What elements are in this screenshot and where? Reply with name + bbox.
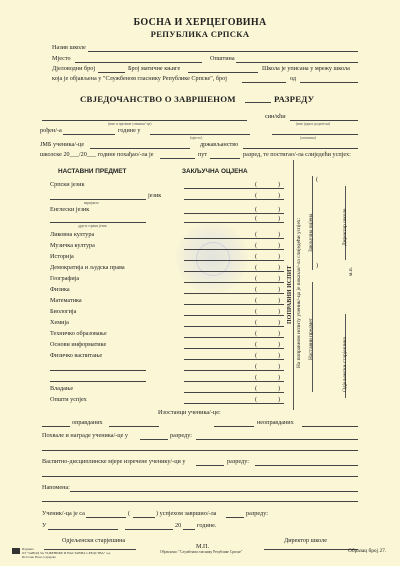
subject-technical: Техничко образовање [50,330,107,337]
reexam-subject-label: Наставни предмет [308,318,314,360]
city-line[interactable] [48,529,118,530]
discipline-line-2[interactable] [42,476,358,477]
justified-label: оправданих [72,419,103,426]
subject-overall: Општи успјех [50,396,87,403]
reexam-heading: ПОПРАВНИ ИСПИТ [287,265,293,324]
grade-line[interactable] [184,293,284,294]
grade-line[interactable] [184,222,284,223]
final-grade-label: Закључна оцјена [308,213,314,252]
subject-serbian: Српски језик [50,181,85,188]
place-line[interactable] [75,62,202,63]
subject-math: Математика [50,297,82,304]
municipality-line[interactable] [236,62,358,63]
subject-biology: Биологија [50,308,77,315]
praise-line[interactable] [196,439,358,440]
completed-grade-line[interactable] [226,517,244,518]
school-year-label: школске 20___/20___ године похађао/-ла је [40,151,154,158]
grade-line[interactable] [184,304,284,305]
unjustified-extra-line[interactable] [302,426,358,427]
jmb-line[interactable] [90,148,190,149]
grade-line[interactable] [184,359,284,360]
seal-label: М.П. [196,543,210,550]
year-line[interactable] [183,529,195,530]
final-grade-paren-close: ) [316,262,319,269]
language-name-line[interactable] [50,199,146,200]
grade-line[interactable] [184,213,284,214]
grade-number-line[interactable] [245,102,271,103]
discipline-grade-line[interactable] [196,465,224,466]
homeroom-label: Одјељенски старјешина [342,336,348,392]
delovodni-label: Дјеловодни број [52,65,96,72]
parent-caption: (име једног родитеља) [296,122,331,126]
completion-label: Ученик/-ца је са [42,510,85,517]
subjects-column-header: НАСТАВНИ ПРЕДМЕТ [58,168,127,175]
gazette-reference: Објављено: "Службеном гласнику Републике Српске" [160,550,243,554]
grade-line[interactable] [184,238,284,239]
homeroom-signature-label: Одјељенски старјешина [62,537,126,544]
variant-caption: варијанта [84,201,99,205]
certificate-sheet: БОСНА И ХЕРЦЕГОВИНА РЕПУБЛИКА СРПСКА Назив школе Мјесто Општина Дјеловодни број Број матичне књиге Школа је уписана у мрежу школа која је објављена у "Службеном гласнику Републике Српске", број од СВЈЕДОЧАНСТВО О ЗАВРШЕНОМ РАЗРЕДУ син/кћи (име и презиме ученика/-це) (име једног родитеља) рођен/-а године у (мјесто) (општина) ЈМБ ученика/-це држављанство школске 20___/20___ године похађао/-ла је пут разред, те постигао/-ла слиједећи успјех: НАСТАВНИ ПРЕДМЕТ ЗАКЉУЧНА ОЦЈЕНА Српски језик језик варијанта Енглески језик други страни језик Ликовна култура Музичка култура Историја Демократија и људска права Географија Физика Математика Биологија Хемија Техничко образовање Основи информатике Физичко васпитање Владање Општи успјех ( ) ( ) ( ) ( ) ( ) ( ) ( ) ( ) ( ) ( ) ( ) ( ) ( ) ( ) ( ) ( ) ( ) ( ) ( ) ( ) ПОПРАВНИ ИСПИТ На поправном испиту ученик/-ца је показао/-ла слиједећи успјех: Закључна оцјена ( ) Наставни предмет Директор школе м.п. Одјељенски старјешина Изостанци ученика/-це: оправданих неоправданих Похвале и награде ученика/-це у разреду: Васпитно-дисциплинске мјере изречене ученику/-ци у разреду: Напомена: Ученик/-ца је са ( ) успјехом завршио/-ла разреду: У 20 године. Одјељенски старјешина М.П. Директор школе Издавач ЈП "ЗАВОД ЗА УЏБЕНИКЕ И НАСТАВНА СРЕДСТВА" а.д. Источно Ново Сарајево Објављено: "Службеном гласнику Републике Српске" Образац број 27. [0,0,400,566]
matricna-line[interactable] [188,72,258,73]
publisher-info [22,547,111,559]
foreign-language-line[interactable] [50,222,146,223]
subject-geography: Географија [50,275,80,282]
discipline-line[interactable] [255,465,358,466]
unjustified-label: неоправданих [257,419,294,426]
praise-grade-line[interactable] [140,439,168,440]
grade-line[interactable] [184,392,284,393]
side-divider [293,160,294,410]
published-label: која је објављена у "Службеном гласнику Републике Српске", број [52,75,227,82]
birth-municipality-line[interactable] [272,134,358,135]
grade-line[interactable] [184,403,284,404]
praise-line-2[interactable] [42,450,358,451]
year-prefix: 20 [175,522,182,529]
completion-end: разреду: [246,510,268,517]
completion-paren-open: ( [128,510,131,517]
publisher-label: Издавач [22,547,34,551]
header-country: БОСНА И ХЕРЦЕГОВИНА [133,17,267,28]
grade-line[interactable] [184,282,284,283]
registry-label: Школа је уписана у мрежу школа [262,65,350,72]
subject-physics: Физика [50,286,70,293]
publisher-logo-icon [12,548,20,554]
grade-line[interactable] [184,337,284,338]
absences-title: Изостанци ученика/-це: [158,409,221,416]
success-line[interactable] [86,517,126,518]
extra-subject-line[interactable] [50,370,146,371]
grades-column-header: ЗАКЉУЧНА ОЦЈЕНА [182,168,248,175]
school-name-line[interactable] [88,51,358,52]
date-line[interactable] [125,529,173,530]
discipline-label: Васпитно-дисциплинске мјере изречене ученику/-ци у [42,458,186,465]
completion-text: ) успјехом завршио/-ла [156,510,217,517]
grade-line[interactable] [184,249,284,250]
side-seal-mark: м.п. [348,267,354,276]
publisher-name: ЈП "ЗАВОД ЗА УЏБЕНИКЕ И НАСТАВНА СРЕДСТВА" а.д. [22,551,111,555]
municipality-label: Општина [210,55,235,62]
school-name-label: Назив школе [52,44,86,51]
citizenship-label: држављанство [200,141,239,148]
times-label: пут [198,151,208,158]
director-signature-label: Директор школе [284,537,327,544]
gazette-date-line[interactable] [300,82,358,83]
extra-subject-line[interactable] [50,381,146,382]
justified-count-line[interactable] [42,426,70,427]
place-caption: (мјесто) [190,136,203,140]
son-daughter-label: син/кћи [265,113,286,120]
birth-date-line[interactable] [63,134,115,135]
subject-democracy: Демократија и људска права [50,264,125,271]
note-line-2[interactable] [42,501,358,502]
publisher-city: Источно Ново Сарајево [22,555,57,559]
second-language-caption: други страни језик [78,224,107,228]
grade-line[interactable] [184,199,284,200]
grade-line[interactable] [184,271,284,272]
justified-extra-line[interactable] [109,426,159,427]
grade-line[interactable] [184,348,284,349]
attended-grade-line[interactable] [210,158,240,159]
times-line[interactable] [160,158,195,159]
subject-music: Музичка култура [50,242,95,249]
place-label: Мјесто [52,55,71,62]
certificate-title-grade: РАЗРЕДУ [274,94,315,104]
form-number: Образац број 27. [348,548,387,554]
year-in-label: године у [118,127,141,134]
name-caption: (име и презиме ученика/-це) [108,122,152,126]
grade-line[interactable] [184,188,284,189]
subject-behaviour: Владање [50,385,74,392]
grade-line[interactable] [184,326,284,327]
parent-name-line[interactable] [290,120,358,121]
grade-achieved-label: разред, те постигао/-ла слиједећи успјех: [243,151,351,158]
subject-chemistry: Хемија [50,319,69,326]
gazette-number-line[interactable] [242,82,286,83]
praise-end-label: разреду: [170,432,192,439]
praise-label: Похвале и награде ученика/-це у [42,432,128,439]
birth-place-line[interactable] [150,134,250,135]
director-signature-line-bottom[interactable] [264,549,358,550]
subject-pe: Физичко васпитање [50,352,103,359]
born-label: рођен/-а [40,127,62,134]
grade-line[interactable] [184,370,284,371]
from-label: од [290,75,297,82]
student-name-line[interactable] [42,120,247,121]
jmb-label: ЈМБ ученика/-це [40,141,85,148]
city-label: У [42,522,47,529]
grade-line[interactable] [184,381,284,382]
matricna-label: Број матичне књиге [128,65,181,72]
subject-history: Историја [50,253,74,260]
director-label: Директор школе [342,208,348,246]
subject-informatics: Основи информатике [50,341,107,348]
grade-line[interactable] [184,315,284,316]
year-label: године. [197,522,217,529]
citizenship-line[interactable] [243,148,358,149]
subject-english: Енглески језик [50,206,90,213]
header-republic: РЕПУБЛИКА СРПСКА [150,29,250,39]
certificate-title: СВЈЕДОЧАНСТВО О ЗАВРШЕНОМ [80,94,236,104]
reexam-text: На поправном испиту ученик/-ца је показао/-ла слиједећи успјех: [296,218,302,368]
grade-line[interactable] [184,260,284,261]
discipline-end-label: разреду: [227,458,249,465]
unjustified-count-line[interactable] [214,426,254,427]
municipality-caption: (општина) [300,136,316,140]
success-grade-line[interactable] [133,517,155,518]
note-label: Напомена: [42,484,70,491]
subject-language: језик [148,192,162,199]
delovodni-line[interactable] [98,72,125,73]
final-grade-paren-open: ( [316,176,319,183]
subject-art: Ликовна култура [50,231,95,238]
note-line[interactable] [70,491,358,492]
